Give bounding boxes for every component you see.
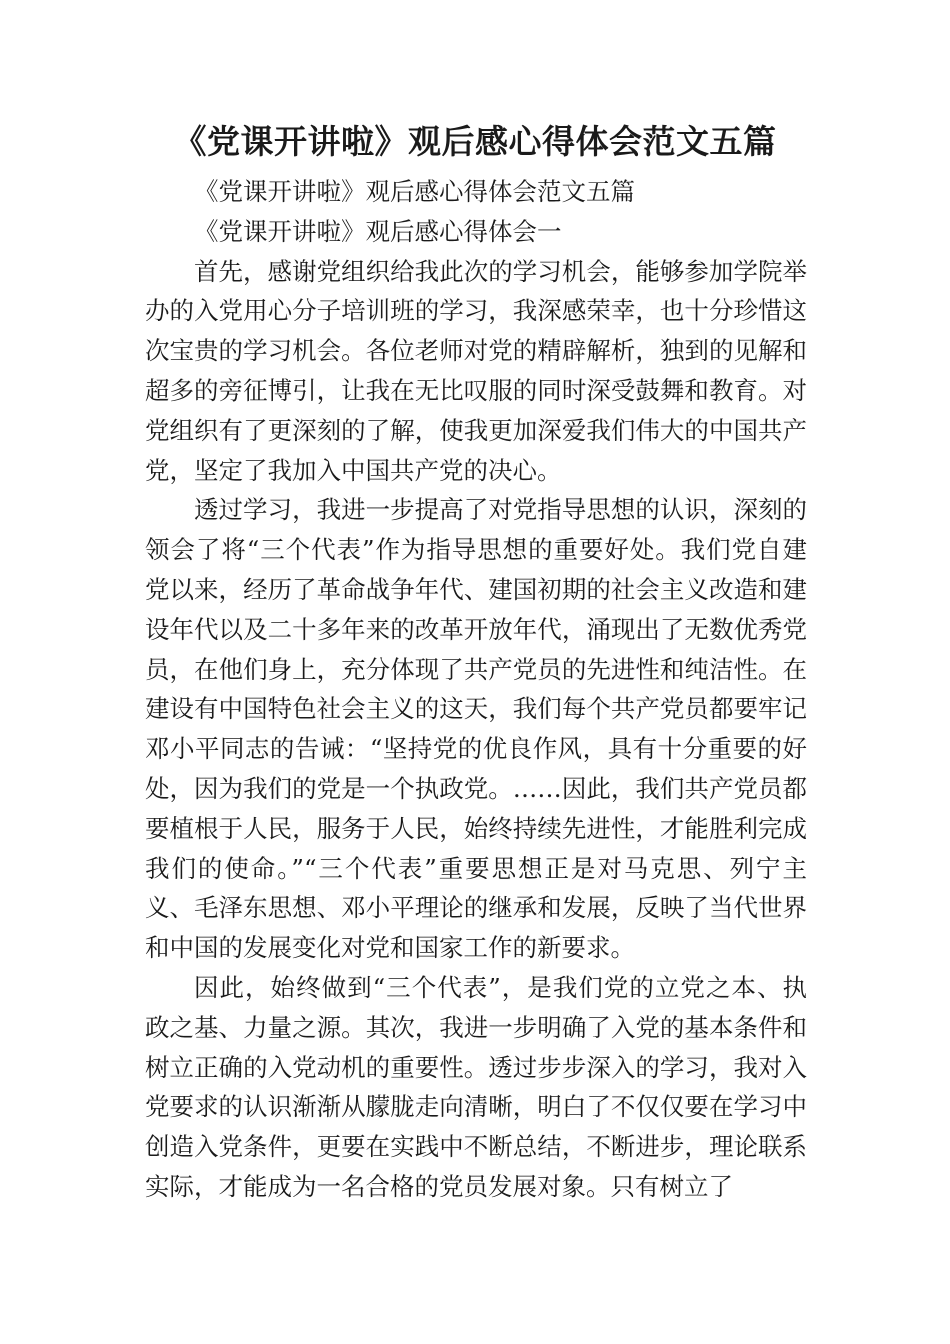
body-paragraph: 首先，感谢党组织给我此次的学习机会，能够参加学院举办的入党用心分子培训班的学习，我深感荣幸，也十分珍惜这次宝贵的学习机会。各位老师对党的精辟解析，独到的见解和超多的旁征博引，让我在无比叹服的同时深受鼓舞和教育。对党组织有了更深刻的了解，使我更加深爱我们伟大的中国共产党，坚定了我加入中国共产党的决心。 (145, 256, 807, 485)
document-subtitle: 《党课开讲啦》观后感心得体会范文五篇 (194, 177, 635, 206)
section-heading: 《党课开讲啦》观后感心得体会一 (194, 216, 562, 246)
body-paragraph: 因此，始终做到“三个代表”，是我们党的立党之本、执政之基、力量之源。其次，我进一步明确了入党的基本条件和树立正确的入党动机的重要性。透过步步深入的学习，我对入党要求的认识渐渐从朦胧走向清晰，明白了不仅仅要在学习中创造入党条件，更要在实践中不断总结，不断进步，理论联系实际，才能成为一名合格的党员发展对象。只有树立了 (145, 972, 807, 1201)
document-title: 《党课开讲啦》观后感心得体会范文五篇 (173, 122, 777, 161)
document-body (145, 172, 807, 1207)
body-paragraph: 透过学习，我进一步提高了对党指导思想的认识，深刻的领会了将“三个代表”作为指导思想的重要好处。我们党自建党以来，经历了革命战争年代、建国初期的社会主义改造和建设年代以及二十多年来的改革开放年代，涌现出了无数优秀党员，在他们身上，充分体现了共产党员的先进性和纯洁性。在建设有中国特色社会主义的这天，我们每个共产党员都要牢记邓小平同志的告诫：“坚持党的优良作风，具有十分重要的好处，因为我们的党是一个执政党。……因此，我们共产党员都要植根于人民，服务于人民，始终持续先进性，才能胜利完成我们的使命。”“三个代表”重要思想正是对马克思、列宁主义、毛泽东思想、邓小平理论的继承和发展，反映了当代世界和中国的发展变化对党和国家工作的新要求。 (145, 495, 807, 963)
